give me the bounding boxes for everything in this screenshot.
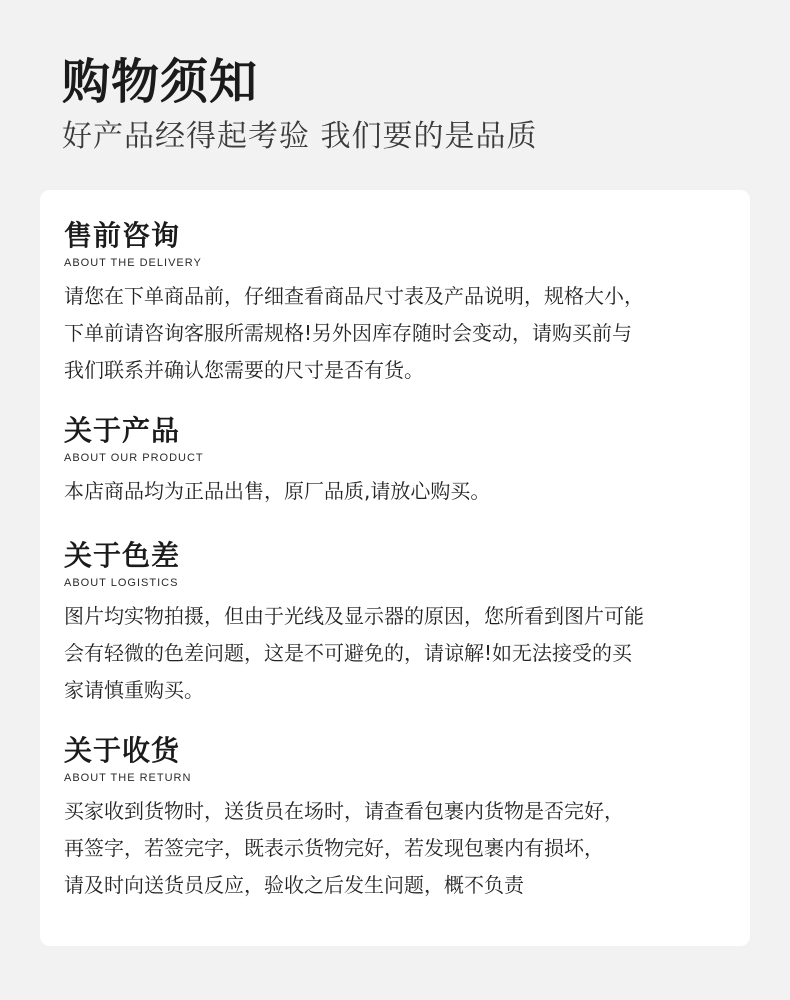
- section-subtitle: ABOUT THE RETURN: [64, 772, 192, 784]
- section-subtitle: ABOUT OUR PRODUCT: [64, 452, 204, 464]
- section-body: 请您在下单商品前，仔细查看商品尺寸表及产品说明，规格大小， 下单前请咨询客服所需规格!另外因库存随时会变动，请购买前与 我们联系并确认您需要的尺寸是否有货。: [64, 284, 644, 382]
- section-title: 关于收货: [64, 734, 181, 767]
- page-title: 购物须知: [62, 54, 259, 110]
- section-subtitle: ABOUT LOGISTICS: [64, 577, 179, 589]
- section-about-color-difference: [64, 538, 734, 709]
- section-presale-consultation: [64, 218, 734, 389]
- page-subtitle: 好产品经得起考验 我们要的是品质: [62, 119, 538, 154]
- section-title: 关于色差: [64, 539, 181, 572]
- section-title: 售前咨询: [64, 219, 181, 252]
- notice-card: [40, 190, 750, 946]
- section-body: 本店商品均为正品出售，原厂品质,请放心购买。: [64, 479, 491, 503]
- section-body: 买家收到货物时，送货员在场时，请查看包裹内货物是否完好， 再签字，若签完字，既表示货物完好，若发现包裹内有损坏， 请及时向送货员反应，验收之后发生问题，概不负责: [64, 799, 624, 897]
- section-body: 图片均实物拍摄，但由于光线及显示器的原因，您所看到图片可能 会有轻微的色差问题，这是不可避免的，请谅解!如无法接受的买 家请慎重购买。: [64, 604, 644, 702]
- section-about-receiving: [64, 733, 734, 904]
- section-title: 关于产品: [64, 414, 181, 447]
- section-about-product: [64, 413, 734, 510]
- section-subtitle: ABOUT THE DELIVERY: [64, 257, 202, 269]
